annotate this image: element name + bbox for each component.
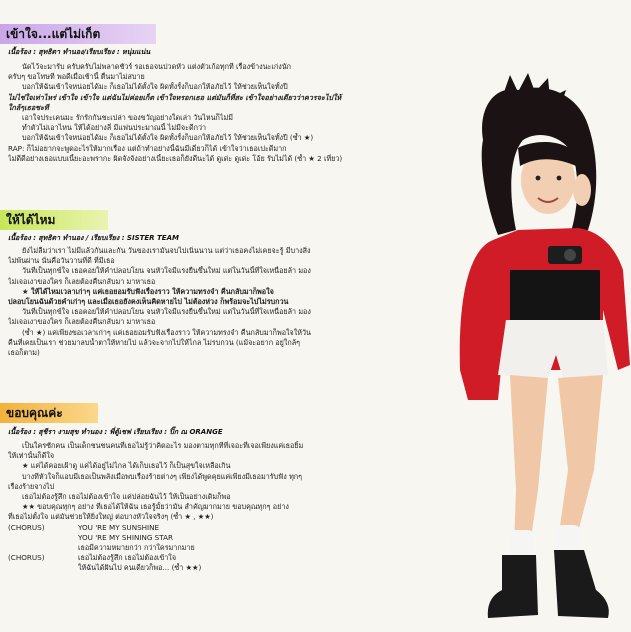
song3-lyrics — [8, 441, 420, 574]
chorus-text: YOU 'RE MY SHINING STAR — [78, 532, 173, 542]
chorus-text: YOU 'RE MY SUNSHINE — [78, 522, 160, 532]
song2-lyrics — [8, 246, 420, 358]
chorus-text: เธอไม่ต้องรู้สึก เธอไม่ต้องเข้าใจ — [78, 553, 177, 563]
left-leg — [510, 375, 548, 545]
lyric-line: (ซ้ำ ★) แค่เพียงขอเวลาเก่าๆ แค่เธอยอมรับฟังเรื่องราว ให้ความทรงจำ คืนกลับมาก็พอใจให้วัน — [22, 327, 311, 337]
lyric-line: ★ แค่ได้คอยเฝ้าดู แค่ได้อยู่ไม่ไกล ได้เก็บเธอไว้ ก็เป็นสุขใจเหลือเกิน — [22, 461, 231, 471]
chorus-line — [8, 563, 420, 573]
lyric-line: ใกล้ๆเธอชะที — [8, 102, 49, 112]
chorus-line — [8, 523, 420, 533]
lyric-line: ที่เธอไม่ตั้งใจ แต่มันช่วยให้ยิ่งใหญ่ ต่อบางหัวใจจริงๆ (ซ้ำ ★ , ★★) — [8, 512, 214, 522]
right-leg — [558, 375, 603, 540]
lyric-line: RAP: ก็ไม่อยากจะพูดอะไรให้มากเรื่อง แต่ถ้าทำอย่างนี้ฉันมีเดี๋ยวก็ได้ เข้าใจว่าเธอเปะดีมาก — [8, 143, 287, 153]
lyric-line: เรื่องร้ายจางไป — [8, 481, 55, 491]
lyric-line: บอกให้ฉันเข้าใจหน่อยได้มะ ก็เธอไม่ได้ตั้งใจ ผิดทั้งรั้งก็บอกให้อภัยไว้ ให้ช่วยเห็นใจทั้งปี (ซ้ำ ★) — [22, 133, 314, 143]
lyric-line: ★ ให้ได้ไหมเวลาเก่าๆ แค่เธอยอมรับฟังเรื่องราว ให้ความทรงจำ คืนกลับมาก็พอใจ — [22, 286, 274, 296]
hand — [573, 174, 591, 206]
song3-credit: เนื้อร้อง : สุชีรา งามสุข ทำนอง : พี่ตู้เชฟ เรียบเรียง : ปิ๊ก ณ ORANGE — [8, 428, 223, 436]
lyric-line: บอกให้ฉันเข้าใจหน่อยได้มะ ก็เธอไม่ได้ตั้งใจ ผิดทั้งรั้งก็บอกให้อภัยไว้ ให้ช่วยเห็นใจทั้งปี — [22, 82, 288, 92]
song2-title: ให้ได้ไหม — [0, 210, 108, 230]
song1-title: เข้าใจ...แต่ไม่เก็ต — [0, 24, 156, 44]
lyric-line: เธอไม่ต้องรู้สึก เธอไม่ต้องเข้าใจ แค่ปล่อยฉันไว้ ให้เป็นอย่างเดิมก็พอ — [22, 492, 231, 502]
lyric-line: ให้เท่านั้นก็ดีใจ — [8, 451, 55, 461]
left-sock — [510, 530, 534, 558]
black-top — [510, 270, 600, 320]
chorus-line — [8, 533, 420, 543]
lyric-line: ★★ ขอบคุณทุกๆ อย่าง ที่เธอได้ให้ฉัน เธอรู้มั้ยว่ามัน สำคัญมากมาย ขอบคุณทุกๆ อย่าง — [22, 502, 289, 512]
lyric-line: นัดไว้จะมารับ ครับครับไม่พลาดชัวร์ รอเธอจนปวดหัว แต่งตัวเก้อทุกที เรื่องข้างนะเก่งนัก — [22, 62, 292, 71]
lyric-line: ไม่ดีดีอย่างเธอแบบเนี้ยะอะพรากะ ผิดจังจังอย่างเนี้ยะเธอก็ยังดีนะได้ ดูเด่ะ ดูเด่ะ โอ้ย รับไม่ได้ (ซ้ำ ★ 2 เที่ยว) — [8, 153, 343, 163]
lyric-line: เอาใจประเคนมะ รักรักกันชะเปล่า ของขวัญอย่างใดเล่า วันไหนก็ไม่มี — [22, 113, 233, 123]
chorus-tag: (CHORUS) — [8, 522, 45, 532]
left-boot — [488, 555, 538, 618]
chorus-text: ให้ฉันได้ฝันไป คนเดียวก็พอ... (ซ้ำ ★★) — [78, 563, 202, 573]
chorus-text: เธอมีความหมายกว่า กว่าใครมากมาย — [78, 543, 195, 553]
lyric-line: ทำตัวไม่เอาไหน ให้ได้อย่างลี่ มีแฟนประมาณนี้ ไม่มีจะดีกว่า — [22, 123, 207, 133]
lyric-line: ไม่ไช่ใจเท่าไหร่ เข้าใจ เข้าใจ แต่ฉันไม่ค่อยเก็ต เข้าใจหรอกเธอ แต่มันก็ที่สะ เข้าใจอย่างเดียวว่าควรจะไปให้ — [8, 92, 342, 102]
song1-credit: เนื้อร้อง : สุทธิดา ทำนอง/เรียบเรียง : หนุ่มแน่น — [8, 48, 151, 56]
lyric-line: ปลอบโยนฉันด้วยคำเก่าๆ และเมื่อเธอยังคงเห็นคิดหายไป ไม่ต้องห่วง ก็พร้อมจะไปไม่รบกวน — [8, 297, 289, 307]
lyric-line: ยังไม่ลืมว่าเรา ไม่มีแล้วกันและกัน วันของเรามันจบไปเนิ่นนาน แต่ว่าเธอคงไม่เคยจะรู้ มีบางสิ่ง — [22, 246, 311, 255]
lyric-line: เธอก็ตาม) — [8, 348, 40, 358]
song2-credit: เนื้อร้อง : สุทธิดา ทำนอง / เรียบเรียง : SISTER TEAM — [8, 234, 179, 242]
singer-photo — [398, 70, 631, 632]
lyric-line: คืนที่เคยเป็นเรา ช่วยมาลบน้ำตาให้หายไป แล้วจะจากไปให้ไกล ไม่รบกวน (แม้จะอยาก อยู่ใกล้ๆ — [8, 337, 301, 347]
lyric-line: ครับๆ ขอโทษที พอดีเมื่อเช้านี้ ตื่นมาไม่สบาย — [8, 72, 145, 82]
lyric-line: วันที่เป็นทุกข์ใจ เธอคอยให้คำปลอบโยน จนหัวใจมีแรงยืนขึ้นใหม่ แต่ในวันนี้ที่ใจเหนื่อยล้า มอง — [22, 307, 311, 317]
lyric-line: เป็นใครซักคน เป็นเด็กชนชนคนที่เธอไม่รู้ว่าคิดอะไร มองตามทุกทีที่เจอะที่เจอเพียงแค่เธอยิ้ม — [22, 441, 304, 450]
lyric-line: ไม่เจอเงาของใคร ก็เลยต้องคืนกลับมา มาหาเธอ — [8, 317, 156, 327]
lyric-line: วันที่เป็นทุกข์ใจ เธอคอยให้คำปลอบโยน จนหัวใจมีแรงยืนขึ้นใหม่ แต่ในวันนี้ที่ใจเหนื่อยล้า มอง — [22, 266, 311, 276]
chorus-line — [8, 553, 420, 563]
lyric-line: ไม่พ้นผ่าน นั่นคือวันวานที่ดี ที่มีเธอ — [8, 256, 115, 266]
song3-title: ขอบคุณค่ะ — [0, 403, 98, 423]
song1-lyrics — [8, 62, 420, 164]
chorus-tag: (CHORUS) — [8, 553, 45, 563]
lyric-line: ไม่เจอเงาของใคร ก็เลยต้องคืนกลับมา มาหาเธอ — [8, 276, 156, 286]
chorus-line — [8, 543, 420, 553]
right-boot — [554, 550, 609, 618]
right-sock — [556, 525, 580, 553]
lyric-line: บางทีหัวใจก็แอบมีเธอเป็นพลังเมื่อพบเรื่องร้ายต่างๆ เพียงได้พูดคุยแค่เพียงมีเธอมารับฟัง ทุกๆ — [22, 471, 303, 481]
